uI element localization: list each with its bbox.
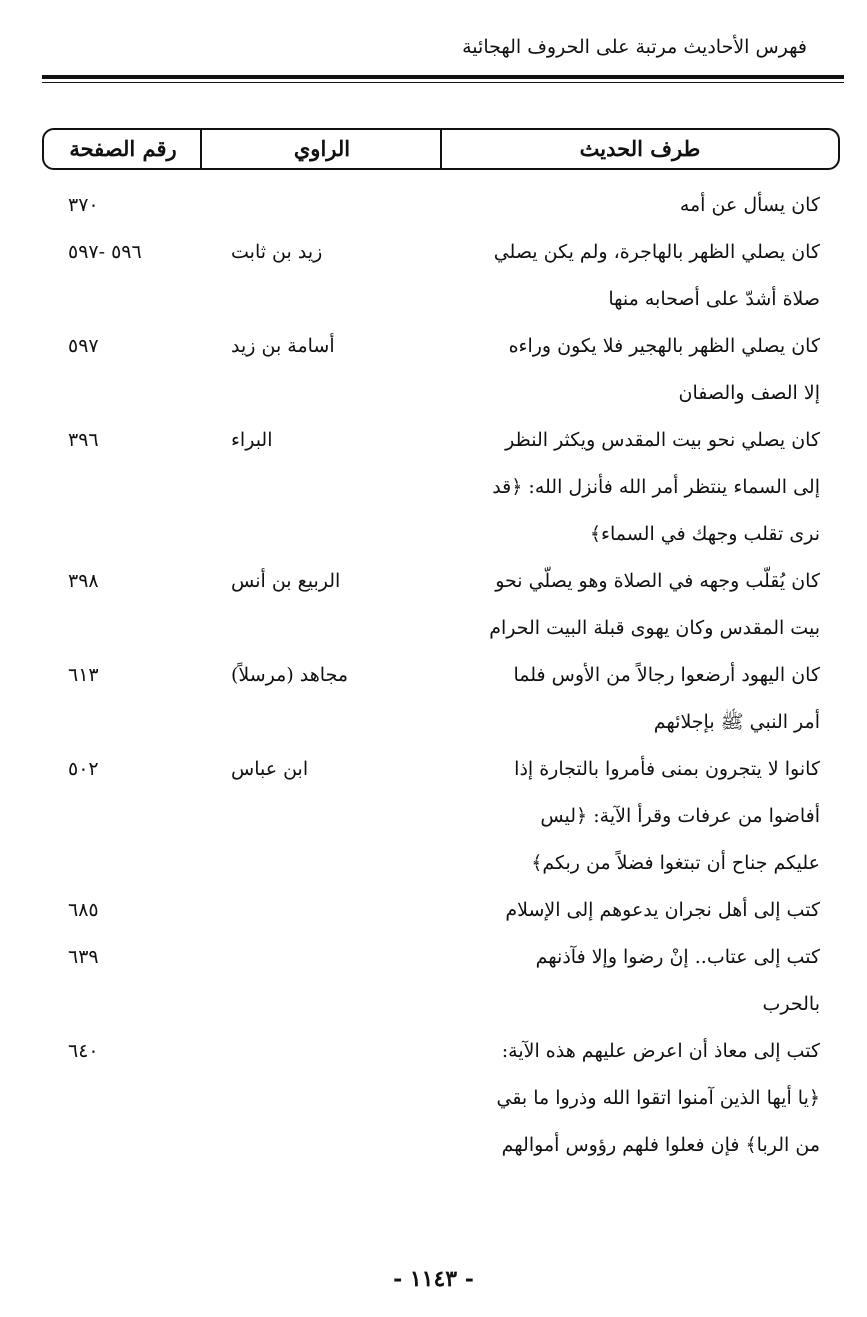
narrator-cell: مجاهد (مرسلاً): [231, 664, 349, 686]
table-row: [0, 182, 867, 229]
page-number-cell: ٣٩٦: [68, 429, 99, 451]
table-row: [0, 323, 867, 417]
narrator-cell: الربيع بن أنس: [231, 570, 341, 592]
page-number-cell: ٣٩٨: [68, 570, 99, 592]
column-header-narrator: الراوي: [200, 130, 442, 168]
hadith-text-line: كان يصلي نحو بيت المقدس ويكثر النظر: [505, 429, 820, 451]
column-header-hadith: طرف الحديث: [440, 130, 838, 168]
page-number-cell: ٥٠٢: [68, 758, 99, 780]
hadith-text-line: ﴿يا أيها الذين آمنوا اتقوا الله وذروا ما بقي: [496, 1087, 820, 1109]
table-row: [0, 1028, 867, 1169]
hadith-text-line: كان يصلي الظهر بالهجير فلا يكون وراءه: [508, 335, 820, 357]
table-row: [0, 887, 867, 934]
hadith-text-line: كان يصلي الظهر بالهاجرة، ولم يكن يصلي: [493, 241, 820, 263]
hadith-text: [443, 652, 820, 746]
page-number-cell: ٦٨٥: [68, 899, 99, 921]
hadith-text-line: أمر النبي ﷺ بإجلائهم: [653, 711, 820, 733]
page-number-cell: ٥٩٦ -٥٩٧: [68, 241, 142, 263]
narrator-cell: زيد بن ثابت: [231, 241, 323, 263]
hadith-text: [443, 934, 820, 1028]
hadith-text: [443, 229, 820, 323]
header-rule-thick: [42, 75, 844, 79]
table-row: [0, 652, 867, 746]
hadith-text-line: كان اليهود أرضعوا رجالاً من الأوس فلما: [513, 664, 820, 686]
hadith-text-line: كانوا لا يتجرون بمنى فأمروا بالتجارة إذا: [514, 758, 820, 780]
hadith-text-line: كتب إلى عتاب.. إنْ رضوا وإلا فآذنهم: [535, 946, 820, 968]
hadith-text-line: إلى السماء ينتظر أمر الله فأنزل الله: ﴿قد: [492, 476, 820, 498]
column-header-page: رقم الصفحة: [69, 136, 177, 161]
page-number-cell: ٥٩٧: [68, 335, 99, 357]
page-number-cell: ٦٤٠: [68, 1040, 99, 1062]
table-row: [0, 417, 867, 558]
hadith-text-line: نرى تقلب وجهك في السماء﴾: [589, 523, 820, 545]
hadith-text-line: كتب إلى أهل نجران يدعوهم إلى الإسلام: [505, 899, 820, 921]
hadith-text-line: كتب إلى معاذ أن اعرض عليهم هذه الآية:: [501, 1040, 820, 1062]
running-title: فهرس الأحاديث مرتبة على الحروف الهجائية: [462, 36, 807, 58]
hadith-text: [443, 887, 820, 934]
hadith-text: [443, 746, 820, 887]
narrator-cell: ابن عباس: [231, 758, 309, 780]
hadith-text-line: إلا الصف والصفان: [678, 382, 820, 404]
hadith-text-line: أفاضوا من عرفات وقرأ الآية: ﴿ليس: [540, 805, 820, 827]
hadith-text: [443, 417, 820, 558]
narrator-cell: البراء: [231, 429, 273, 451]
hadith-text-line: بيت المقدس وكان يهوى قبلة البيت الحرام: [489, 617, 820, 639]
hadith-text-line: كان يسأل عن أمه: [679, 194, 820, 216]
hadith-text-line: بالحرب: [762, 993, 820, 1015]
table-header: [42, 128, 840, 170]
hadith-text: [443, 323, 820, 417]
header-rule-thin: [42, 82, 844, 83]
page-number: - ١١٤٣ -: [393, 1266, 474, 1292]
hadith-text: [443, 1028, 820, 1169]
page-number-cell: ٣٧٠: [68, 194, 99, 216]
table-row: [0, 934, 867, 1028]
page-number-cell: ٦١٣: [68, 664, 99, 686]
table-row: [0, 558, 867, 652]
narrator-cell: أسامة بن زيد: [231, 335, 335, 357]
table-row: [0, 229, 867, 323]
hadith-text: [443, 558, 820, 652]
hadith-text-line: من الربا﴾ فإن فعلوا فلهم رؤوس أموالهم: [501, 1134, 820, 1156]
hadith-text-line: كان يُقلّب وجهه في الصلاة وهو يصلّي نحو: [495, 570, 820, 592]
table-row: [0, 746, 867, 887]
hadith-index-rows: [0, 182, 867, 1169]
hadith-text-line: صلاة أشدّ على أصحابه منها: [608, 288, 820, 310]
hadith-text: [443, 182, 820, 229]
page-number-cell: ٦٣٩: [68, 946, 99, 968]
hadith-text-line: عليكم جناح أن تبتغوا فضلاً من ربكم﴾: [531, 852, 820, 874]
